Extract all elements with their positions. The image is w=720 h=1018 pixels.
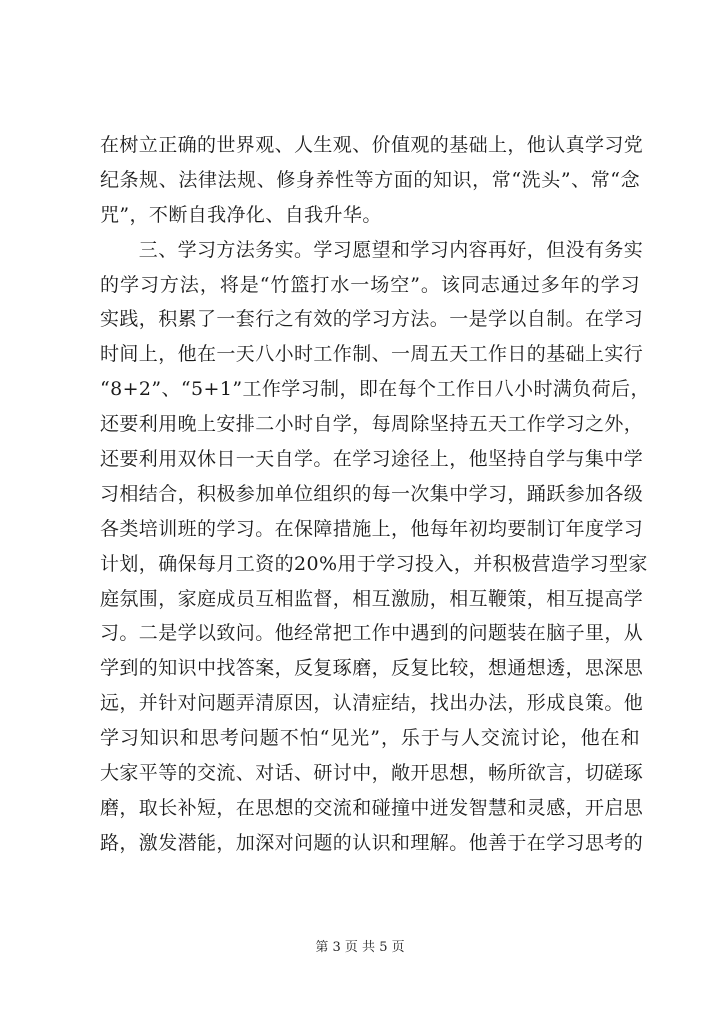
body-text [100, 128, 650, 861]
text-line: 实践，积累了一套行之有效的学习方法。一是学以自制。在学习 [100, 308, 644, 331]
page-footer [0, 936, 720, 955]
text-line: 路，激发潜能，加深对问题的认识和理解。他善于在学习思考的 [100, 831, 644, 854]
text-line: 的学习方法，将是“竹篮打水一场空”。该同志通过多年的学习 [100, 273, 640, 296]
text-line: “8+2”、“5+1”工作学习制，即在每个工作日八小时满负荷后， [100, 378, 650, 401]
text-line: 还要利用晚上安排二小时自学，每周除坚持五天工作学习之外， [100, 413, 644, 436]
text-line: 各类培训班的学习。在保障措施上，他每年初均要制订年度学习 [100, 517, 644, 540]
text-line: 习相结合，积极参加单位组织的每一次集中学习，踊跃参加各级 [100, 482, 644, 505]
page-number: 第 3 页 共 5 页 [315, 940, 405, 955]
text-line: 远，并针对问题弄清原因，认清症结，找出办法，形成良策。他 [100, 692, 644, 715]
text-line: 磨，取长补短，在思想的交流和碰撞中迸发智慧和灵感，开启思 [100, 796, 644, 819]
text-line: 三、学习方法务实。学习愿望和学习内容再好，但没有务实 [100, 238, 644, 261]
text-line: 咒”，不断自我净化、自我升华。 [100, 203, 382, 226]
text-line: 时间上，他在一天八小时工作制、一周五天工作日的基础上实行 [100, 343, 644, 366]
text-line: 计划，确保每月工资的20%用于学习投入，并积极营造学习型家 [100, 552, 648, 575]
text-line: 庭氛围，家庭成员互相监督，相互激励，相互鞭策，相互提高学 [100, 587, 644, 610]
text-line: 习。二是学以致问。他经常把工作中遇到的问题装在脑子里，从 [100, 622, 644, 645]
text-line: 大家平等的交流、对话、研讨中，敞开思想，畅所欲言，切磋琢 [100, 762, 644, 785]
text-line: 学到的知识中找答案，反复琢磨，反复比较，想通想透，思深思 [100, 657, 644, 680]
text-line: 纪条规、法律法规、修身养性等方面的知识，常“洗头”、常“念 [100, 168, 640, 191]
text-line: 学习知识和思考问题不怕“见光”，乐于与人交流讨论，他在和 [100, 727, 640, 750]
text-line: 在树立正确的世界观、人生观、价值观的基础上，他认真学习党 [100, 134, 644, 156]
text-line: 还要利用双休日一天自学。在学习途径上，他坚持自学与集中学 [100, 448, 644, 471]
